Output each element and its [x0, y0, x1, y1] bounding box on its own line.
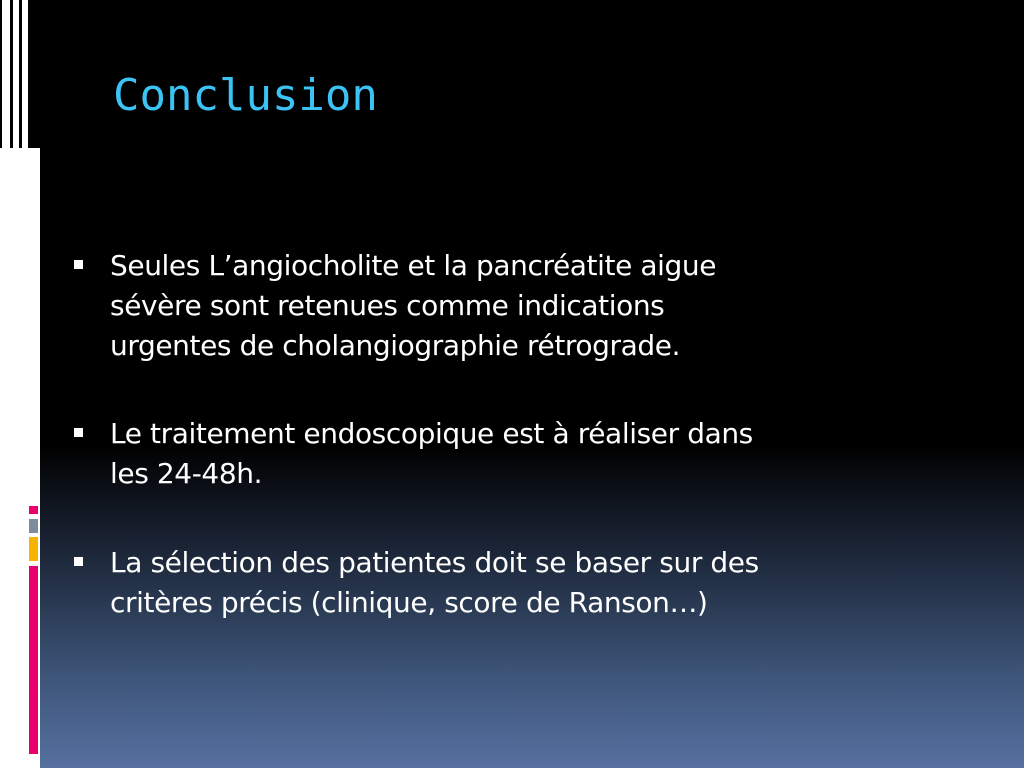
bullet-square-icon: [74, 557, 83, 566]
bullet-line: Seules L’angiocholite et la pancréatite aigue: [110, 249, 717, 282]
decorative-stripe: [0, 0, 2, 148]
decorative-stripe: [10, 0, 13, 148]
bullet-square-icon: [74, 428, 83, 437]
decorative-stripe: [19, 0, 22, 148]
bullet-item: [72, 246, 902, 366]
bullet-line: La sélection des patientes doit se baser sur des: [110, 546, 759, 579]
decorative-accent-gray: [29, 519, 38, 533]
bullet-line: les 24-48h.: [110, 457, 263, 490]
slide-side-bar: [0, 0, 40, 768]
bullet-line: sévère sont retenues comme indications: [110, 289, 665, 322]
bullet-item: [72, 414, 902, 494]
decorative-accent-yellow: [29, 537, 38, 561]
bullet-item: [72, 543, 902, 623]
decorative-accent-pink-bar: [29, 566, 38, 754]
decorative-accent-pink: [29, 506, 38, 514]
bullet-line: Le traitement endoscopique est à réaliser dans: [110, 417, 753, 450]
decorative-stripe: [28, 0, 40, 148]
bullet-list: [72, 246, 902, 623]
bullet-line: critères précis (clinique, score de Ranson…): [110, 586, 708, 619]
bullet-line: urgentes de cholangiographie rétrograde.: [110, 329, 681, 362]
slide-title: Conclusion: [113, 70, 378, 121]
bullet-square-icon: [74, 260, 83, 269]
